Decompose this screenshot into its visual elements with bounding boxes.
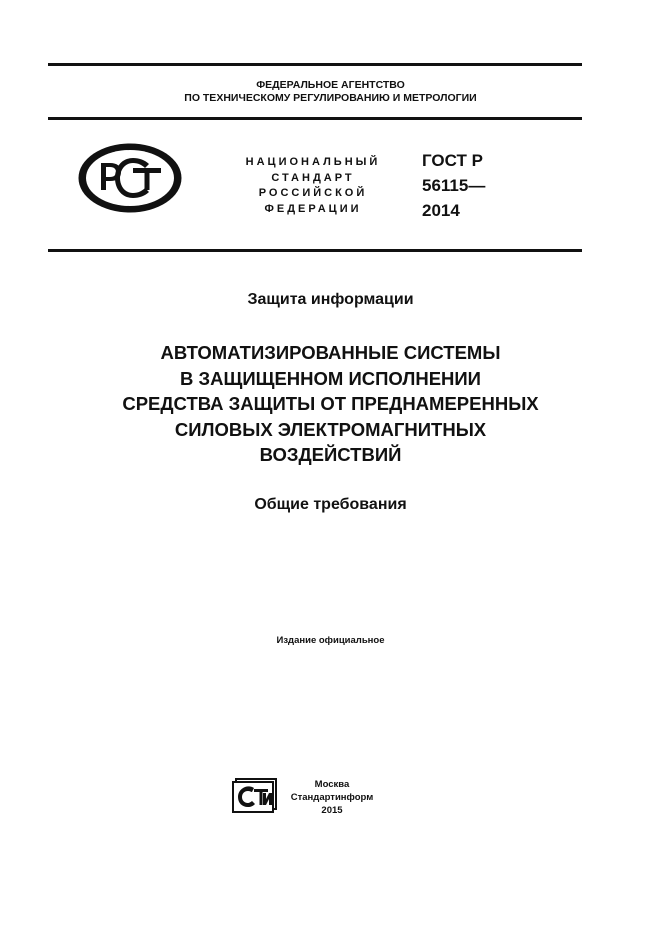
- title-line: АВТОМАТИЗИРОВАННЫЕ СИСТЕМЫ: [160, 342, 501, 363]
- standard-code: [422, 148, 485, 223]
- agency-line-1: ФЕДЕРАЛЬНОЕ АГЕНТСТВО: [256, 79, 405, 91]
- agency-bottom-rule: [48, 117, 582, 120]
- title-line: СРЕДСТВА ЗАЩИТЫ ОТ ПРЕДНАМЕРЕННЫХ: [122, 393, 539, 414]
- document-series: Защита информации: [247, 291, 414, 308]
- publisher-city: Москва: [314, 779, 350, 790]
- title-line: СИЛОВЫХ ЭЛЕКТРОМАГНИТНЫХ: [174, 418, 487, 440]
- national-standard-label: [232, 155, 394, 217]
- document-title: [0, 340, 661, 468]
- standard-type-line: ФЕДЕРАЦИИ: [264, 202, 362, 215]
- edition-note: Издание официальное: [276, 635, 385, 646]
- document-subtitle: Общие требования: [254, 496, 407, 513]
- publisher-name: Стандартинформ: [290, 792, 374, 803]
- standard-code-line-1: ГОСТ Р: [422, 151, 483, 170]
- publisher-info: [282, 778, 382, 817]
- title-line: ВОЗДЕЙСТВИЙ: [259, 444, 402, 465]
- top-rule: [48, 63, 582, 66]
- rst-certification-mark-icon: [77, 142, 183, 214]
- standard-code-line-2: 56115—: [422, 176, 486, 195]
- publication-year: 2015: [321, 805, 343, 816]
- agency-name: [0, 79, 661, 105]
- title-line: В ЗАЩИЩЕННОМ ИСПОЛНЕНИИ: [180, 367, 481, 389]
- standard-type-line: НАЦИОНАЛЬНЫЙ: [245, 156, 381, 168]
- standartinform-logo-icon: [232, 777, 278, 813]
- standard-type-line: СТАНДАРТ: [271, 171, 355, 184]
- standard-bottom-rule: [48, 249, 582, 252]
- standard-type-line: РОССИЙСКОЙ: [258, 187, 368, 199]
- agency-line-2: ПО ТЕХНИЧЕСКОМУ РЕГУЛИРОВАНИЮ И МЕТРОЛОГИИ: [184, 92, 477, 104]
- standard-code-line-3: 2014: [422, 201, 460, 220]
